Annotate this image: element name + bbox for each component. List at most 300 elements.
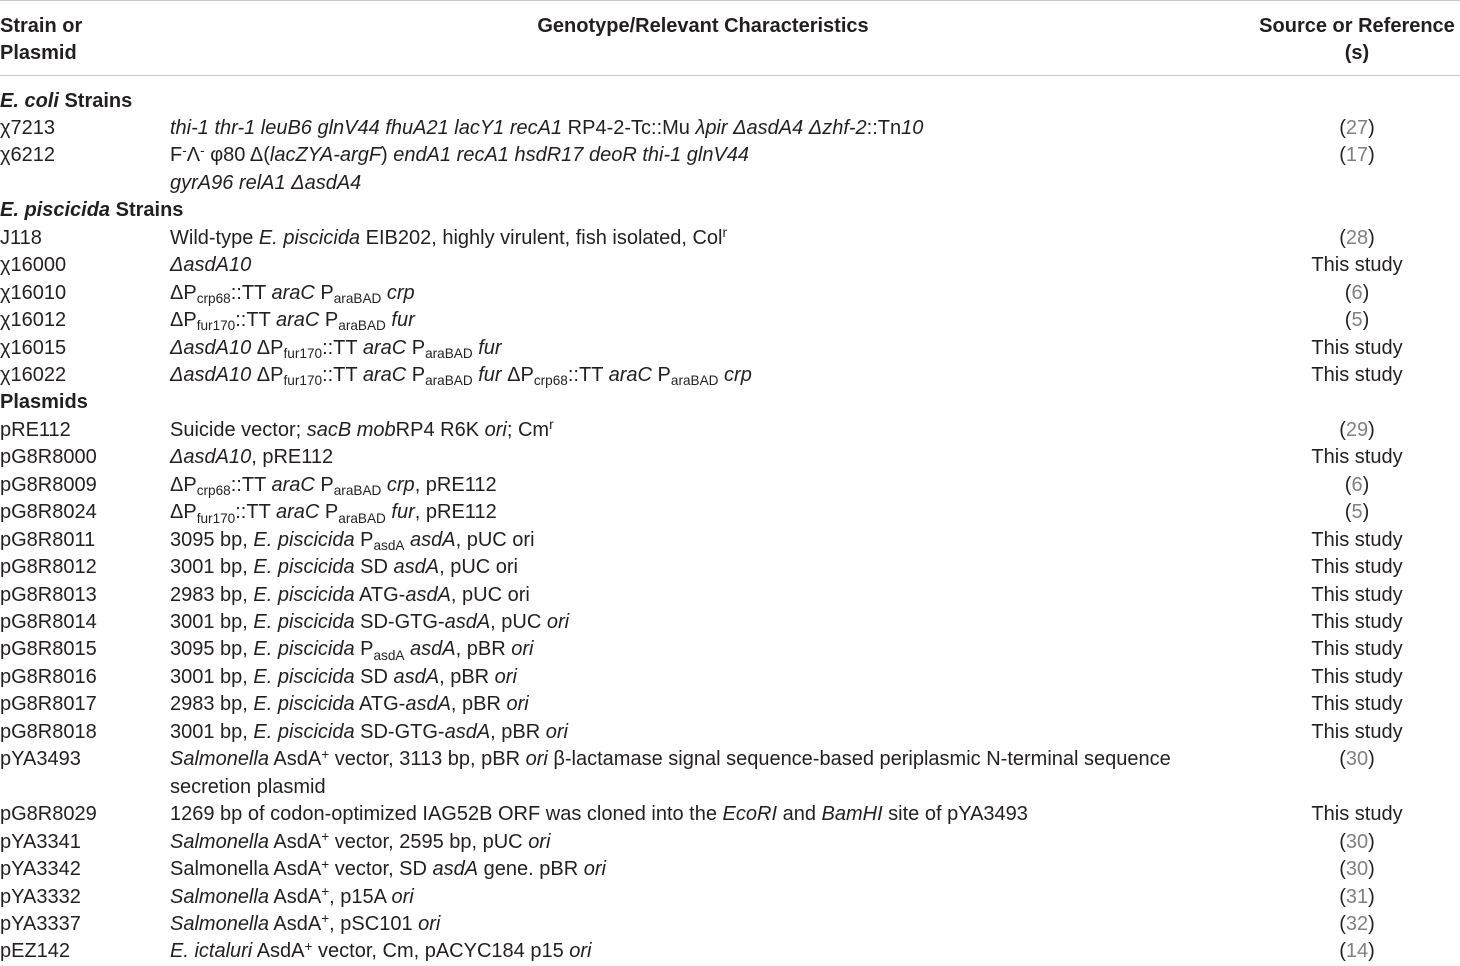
reference-link[interactable]: 30: [1345, 830, 1369, 853]
text-segment: and: [777, 803, 822, 826]
source-cell: [1254, 225, 1460, 252]
genotype-line: [170, 170, 1254, 197]
table-row: [0, 225, 1460, 252]
genotype-cell: [170, 746, 1254, 801]
text-segment: AsdA: [268, 748, 322, 771]
strain-id: pYA3342: [0, 858, 81, 881]
text-segment: Salmonella: [170, 885, 269, 908]
reference-link[interactable]: 17: [1345, 144, 1369, 167]
text-segment: fur: [472, 336, 502, 359]
subscript-text: araBAD: [333, 483, 382, 499]
genotype-line: [170, 554, 1254, 581]
strain-id: pG8R8029: [0, 803, 97, 826]
strain-id: pG8R8012: [0, 556, 97, 579]
table-row: [0, 884, 1460, 911]
genotype-cell: [170, 142, 1254, 197]
text-segment: F: [170, 144, 183, 167]
text-segment: crp: [381, 281, 415, 304]
text-segment: , pBR: [450, 693, 507, 716]
text-segment: sacB mob: [306, 418, 396, 441]
text-segment: ): [1368, 912, 1375, 935]
genotype-cell: [170, 335, 1254, 362]
text-segment: Suicide vector;: [170, 418, 307, 441]
table-row: [0, 609, 1460, 636]
table-row: [0, 636, 1460, 663]
text-segment: Salmonella: [170, 830, 269, 853]
text-segment: ori: [391, 885, 414, 908]
genotype-line: [170, 417, 1254, 444]
text-segment: asdA: [404, 528, 456, 551]
text-segment: P: [651, 363, 671, 386]
text-segment: ΔP: [251, 363, 284, 386]
table-row: [0, 417, 1460, 444]
text-segment: , pSC101: [329, 912, 419, 935]
table-row: [0, 444, 1460, 471]
strain-id: χ7213: [0, 116, 55, 139]
text-segment: E. piscicida: [253, 693, 355, 716]
table-row: [0, 280, 1460, 307]
source-cell: [1254, 801, 1460, 828]
text-segment: φ80 Δ(: [204, 144, 270, 167]
text-segment: This study: [1311, 693, 1403, 716]
genotype-cell: [170, 115, 1254, 142]
text-segment: , pBR: [439, 665, 495, 688]
reference-link[interactable]: 6: [1351, 281, 1363, 304]
section-heading: [0, 88, 1460, 115]
text-segment: E. coli: [0, 89, 59, 112]
text-segment: (: [1339, 858, 1346, 881]
text-segment: λpir ΔasdA4 Δzhf-2: [695, 116, 867, 139]
text-segment: asdA: [444, 611, 491, 634]
reference-link[interactable]: 27: [1345, 116, 1369, 139]
table-row: [0, 582, 1460, 609]
text-segment: asdA: [404, 638, 456, 661]
section-heading: [0, 389, 1460, 416]
source-cell: [1254, 636, 1460, 663]
text-segment: ): [1368, 940, 1375, 963]
subscript-text: crp68: [196, 290, 231, 306]
source-cell: [1254, 335, 1460, 362]
text-segment: , pRE112: [251, 446, 334, 469]
source-cell: [1254, 142, 1460, 197]
text-segment: Strains: [110, 199, 184, 222]
text-segment: ΔasdA10: [170, 363, 252, 386]
genotype-line: [170, 636, 1254, 663]
strain-id: pG8R8018: [0, 720, 97, 743]
column-header-line: Genotype/Relevant Characteristics: [537, 14, 869, 37]
reference-link[interactable]: 30: [1345, 748, 1369, 771]
table-row: [0, 746, 1460, 801]
text-segment: ori: [545, 720, 568, 743]
text-segment: ; Cm: [506, 418, 550, 441]
text-segment: ): [1368, 116, 1375, 139]
strain-id: pYA3332: [0, 885, 81, 908]
text-segment: ori: [494, 665, 517, 688]
genotype-line: [170, 307, 1254, 334]
text-segment: E. piscicida: [253, 611, 355, 634]
genotype-line: [170, 225, 1254, 252]
text-segment: araC: [276, 309, 320, 332]
text-segment: site of pYA3493: [882, 803, 1028, 826]
text-segment: ::TT: [230, 473, 272, 496]
text-segment: Salmonella: [170, 912, 269, 935]
genotype-cell: [170, 609, 1254, 636]
genotype-line: [170, 884, 1254, 911]
text-segment: (: [1339, 830, 1346, 853]
text-segment: ): [1362, 473, 1370, 496]
strain-id: pG8R8015: [0, 638, 97, 661]
table-row: [0, 499, 1460, 526]
text-segment: (: [1339, 116, 1346, 139]
subscript-text: fur170: [196, 318, 236, 334]
table-row: [0, 527, 1460, 554]
subscript-text: fur170: [283, 345, 323, 361]
text-segment: (: [1344, 281, 1352, 304]
table-row: [0, 719, 1460, 746]
genotype-line: [170, 444, 1254, 471]
table-row: [0, 911, 1460, 938]
text-segment: gene. pBR: [478, 858, 584, 881]
text-segment: ΔasdA10: [170, 336, 252, 359]
strain-id: pG8R8024: [0, 501, 97, 524]
text-segment: araC: [276, 501, 320, 524]
genotype-cell: [170, 280, 1254, 307]
text-segment: This study: [1311, 363, 1403, 386]
genotype-cell: [170, 801, 1254, 828]
reference-link[interactable]: 5: [1351, 501, 1363, 524]
table-row: [0, 664, 1460, 691]
strain-id: pG8R8016: [0, 665, 97, 688]
text-segment: endA1 recA1 hsdR17 deoR thi-1 glnV44: [393, 144, 750, 167]
strain-id: χ16010: [0, 281, 67, 304]
subscript-text: asdA: [373, 538, 405, 554]
text-segment: E. piscicida: [253, 720, 355, 743]
text-segment: E. piscicida: [253, 583, 355, 606]
text-segment: AsdA: [268, 885, 322, 908]
text-segment: vector, 2595 bp, pUC: [329, 830, 529, 853]
text-segment: ::TT: [235, 309, 276, 332]
text-segment: This study: [1311, 528, 1403, 551]
table-row: [0, 938, 1460, 965]
text-segment: asdA: [444, 720, 491, 743]
text-segment: asdA: [405, 583, 451, 606]
strain-id: J118: [0, 226, 42, 249]
genotype-line: [170, 911, 1254, 938]
table-row: [0, 829, 1460, 856]
table-row: [0, 691, 1460, 718]
source-cell: [1254, 746, 1460, 801]
strain-id: χ6212: [0, 144, 55, 167]
text-segment: asdA: [393, 665, 440, 688]
reference-link[interactable]: 5: [1351, 309, 1363, 332]
text-segment: 3095 bp,: [170, 638, 254, 661]
text-segment: RP4 R6K: [395, 418, 485, 441]
text-segment: ): [1368, 885, 1375, 908]
genotype-cell: [170, 362, 1254, 389]
genotype-cell: [170, 719, 1254, 746]
superscript-text: +: [321, 856, 330, 872]
text-segment: This study: [1311, 583, 1403, 606]
strain-id: χ16000: [0, 254, 67, 277]
genotype-line: [170, 829, 1254, 856]
genotype-line: [170, 774, 1254, 801]
text-segment: This study: [1311, 336, 1403, 359]
text-segment: P: [319, 501, 339, 524]
genotype-cell: [170, 884, 1254, 911]
genotype-line: [170, 115, 1254, 142]
table-row: [0, 554, 1460, 581]
strain-id: pG8R8014: [0, 611, 97, 634]
genotype-cell: [170, 252, 1254, 279]
text-segment: ori: [511, 638, 534, 661]
text-segment: (: [1339, 912, 1346, 935]
superscript-text: +: [304, 938, 313, 954]
source-cell: [1254, 719, 1460, 746]
source-cell: [1254, 582, 1460, 609]
text-segment: ΔP: [170, 501, 197, 524]
text-segment: , pRE112: [414, 473, 497, 496]
text-segment: 3001 bp,: [170, 556, 254, 579]
reference-link[interactable]: 14: [1345, 940, 1369, 963]
reference-link[interactable]: 32: [1345, 912, 1369, 935]
genotype-line: [170, 499, 1254, 526]
column-header-line: Strain or: [0, 14, 83, 37]
strain-id: pG8R8009: [0, 473, 97, 496]
text-segment: ΔP: [170, 309, 197, 332]
text-segment: ATG-: [354, 693, 406, 716]
column-header-source: [1254, 13, 1460, 76]
genotype-line: [170, 609, 1254, 636]
text-segment: ::TT: [235, 501, 276, 524]
genotype-cell: [170, 554, 1254, 581]
source-cell: [1254, 938, 1460, 965]
reference-link[interactable]: 28: [1345, 226, 1369, 249]
text-segment: E. piscicida: [253, 665, 355, 688]
text-segment: fur: [385, 501, 415, 524]
text-segment: araC: [271, 281, 315, 304]
text-segment: P: [354, 528, 374, 551]
text-segment: This study: [1311, 803, 1403, 826]
genotype-line: [170, 252, 1254, 279]
strain-id: pG8R8017: [0, 693, 97, 716]
text-segment: 3001 bp,: [170, 611, 254, 634]
superscript-text: +: [321, 884, 330, 900]
genotype-cell: [170, 225, 1254, 252]
genotype-line: [170, 472, 1254, 499]
text-segment: SD: [354, 665, 394, 688]
text-segment: vector, 3113 bp, pBR: [329, 748, 526, 771]
text-segment: EIB202, highly virulent, fish isolated, Col: [360, 226, 723, 249]
source-cell: [1254, 554, 1460, 581]
text-segment: AsdA: [268, 830, 322, 853]
strain-id: χ16012: [0, 309, 67, 332]
genotype-line: [170, 691, 1254, 718]
text-segment: (: [1344, 501, 1352, 524]
text-segment: 3095 bp,: [170, 528, 254, 551]
superscript-text: +: [321, 746, 330, 762]
source-cell: [1254, 884, 1460, 911]
text-segment: ::TT: [230, 281, 272, 304]
table-header: [0, 0, 1460, 76]
text-segment: Strains: [58, 89, 133, 112]
text-segment: ): [1368, 418, 1375, 441]
text-segment: , pUC ori: [455, 528, 535, 551]
genotype-line: [170, 856, 1254, 883]
text-segment: crp: [381, 473, 415, 496]
genotype-cell: [170, 856, 1254, 883]
text-segment: ): [1368, 144, 1375, 167]
text-segment: , pRE112: [414, 501, 497, 524]
text-segment: (: [1339, 885, 1346, 908]
text-segment: This study: [1311, 611, 1403, 634]
text-segment: asdA: [432, 858, 479, 881]
genotype-cell: [170, 636, 1254, 663]
text-segment: P: [314, 281, 334, 304]
text-segment: ): [1368, 858, 1375, 881]
genotype-cell: [170, 829, 1254, 856]
table-row: [0, 142, 1460, 197]
table-row: [0, 472, 1460, 499]
genotype-cell: [170, 582, 1254, 609]
strain-id: pYA3493: [0, 748, 81, 771]
source-cell: [1254, 444, 1460, 471]
text-segment: This study: [1311, 638, 1403, 661]
genotype-line: [170, 142, 1254, 169]
text-segment: This study: [1311, 446, 1403, 469]
text-segment: SD-GTG-: [354, 611, 445, 634]
reference-link[interactable]: 6: [1351, 473, 1363, 496]
text-segment: fur: [385, 309, 415, 332]
source-cell: [1254, 362, 1460, 389]
superscript-text: r: [549, 417, 554, 433]
text-segment: ΔP: [251, 336, 284, 359]
text-segment: (: [1339, 418, 1346, 441]
source-cell: [1254, 856, 1460, 883]
text-segment: ori: [528, 830, 551, 853]
text-segment: P: [406, 363, 426, 386]
subscript-text: fur170: [196, 510, 236, 526]
genotype-cell: [170, 499, 1254, 526]
text-segment: E. ictaluri: [170, 940, 253, 963]
genotype-line: [170, 719, 1254, 746]
text-segment: SD: [354, 556, 394, 579]
text-segment: RP4-2-Tc::Mu: [562, 116, 696, 139]
text-segment: , pUC: [490, 611, 547, 634]
table-row: [0, 252, 1460, 279]
text-segment: This study: [1311, 254, 1403, 277]
text-segment: ): [1368, 748, 1375, 771]
subscript-text: fur170: [283, 373, 323, 389]
text-segment: fur: [472, 363, 502, 386]
text-segment: ΔP: [501, 363, 534, 386]
table-row: [0, 115, 1460, 142]
text-segment: This study: [1311, 665, 1403, 688]
text-segment: Plasmids: [0, 391, 88, 414]
source-cell: [1254, 472, 1460, 499]
subscript-text: araBAD: [338, 318, 386, 334]
text-segment: araC: [362, 336, 407, 359]
source-cell: [1254, 115, 1460, 142]
table-row: [0, 362, 1460, 389]
text-segment: , pBR: [455, 638, 512, 661]
text-segment: ::TT: [322, 363, 363, 386]
text-segment: BamHI: [821, 803, 883, 826]
source-cell: [1254, 417, 1460, 444]
subscript-text: crp68: [533, 373, 568, 389]
table-row: [0, 801, 1460, 828]
text-segment: asdA: [393, 556, 440, 579]
strain-id: pRE112: [0, 418, 71, 441]
column-header-genotype: [170, 13, 1254, 76]
superscript-text: +: [321, 911, 330, 927]
text-segment: Wild-type: [170, 226, 259, 249]
text-segment: E. piscicida: [258, 226, 361, 249]
genotype-line: [170, 527, 1254, 554]
text-segment: AsdA: [268, 912, 322, 935]
superscript-text: -: [182, 142, 187, 158]
text-segment: ATG-: [354, 583, 406, 606]
text-segment: (: [1339, 748, 1346, 771]
reference-link[interactable]: 29: [1345, 418, 1369, 441]
text-segment: , pUC ori: [439, 556, 518, 579]
text-segment: 2983 bp,: [170, 583, 254, 606]
text-segment: araC: [608, 363, 652, 386]
text-segment: (: [1344, 309, 1352, 332]
text-segment: lacZYA-argF: [269, 144, 382, 167]
strain-id: χ16015: [0, 336, 67, 359]
text-segment: (: [1339, 940, 1346, 963]
text-segment: gyrA96 relA1 ΔasdA4: [170, 171, 362, 194]
source-cell: [1254, 307, 1460, 334]
text-segment: ori: [506, 693, 529, 716]
text-segment: ori: [484, 418, 507, 441]
reference-link[interactable]: 31: [1345, 885, 1369, 908]
text-segment: secretion plasmid: [170, 775, 326, 798]
text-segment: 3001 bp,: [170, 720, 254, 743]
text-segment: vector, Cm, pACYC184 p15: [312, 940, 570, 963]
subscript-text: crp68: [196, 483, 231, 499]
text-segment: Λ: [186, 144, 201, 167]
genotype-line: [170, 801, 1254, 828]
superscript-text: +: [321, 829, 330, 845]
text-segment: P: [314, 473, 334, 496]
text-segment: AsdA: [252, 940, 305, 963]
source-cell: [1254, 911, 1460, 938]
reference-link[interactable]: 30: [1345, 858, 1369, 881]
source-cell: [1254, 280, 1460, 307]
genotype-cell: [170, 472, 1254, 499]
text-segment: ΔP: [170, 281, 197, 304]
text-segment: ΔasdA10: [170, 446, 252, 469]
genotype-cell: [170, 417, 1254, 444]
text-segment: , pUC ori: [450, 583, 530, 606]
text-segment: This study: [1311, 556, 1403, 579]
text-segment: ): [1368, 830, 1375, 853]
genotype-line: [170, 938, 1254, 965]
text-segment: ori: [546, 611, 570, 634]
text-segment: E. piscicida: [253, 528, 355, 551]
text-segment: 3001 bp,: [170, 665, 254, 688]
text-segment: E. piscicida: [253, 638, 355, 661]
section-heading: [0, 197, 1460, 224]
text-segment: ΔasdA10: [170, 254, 252, 277]
strain-id: pG8R8011: [0, 528, 96, 551]
text-segment: P: [319, 309, 339, 332]
genotype-line: [170, 582, 1254, 609]
subscript-text: araBAD: [338, 510, 386, 526]
genotype-line: [170, 335, 1254, 362]
text-segment: ): [1362, 281, 1370, 304]
